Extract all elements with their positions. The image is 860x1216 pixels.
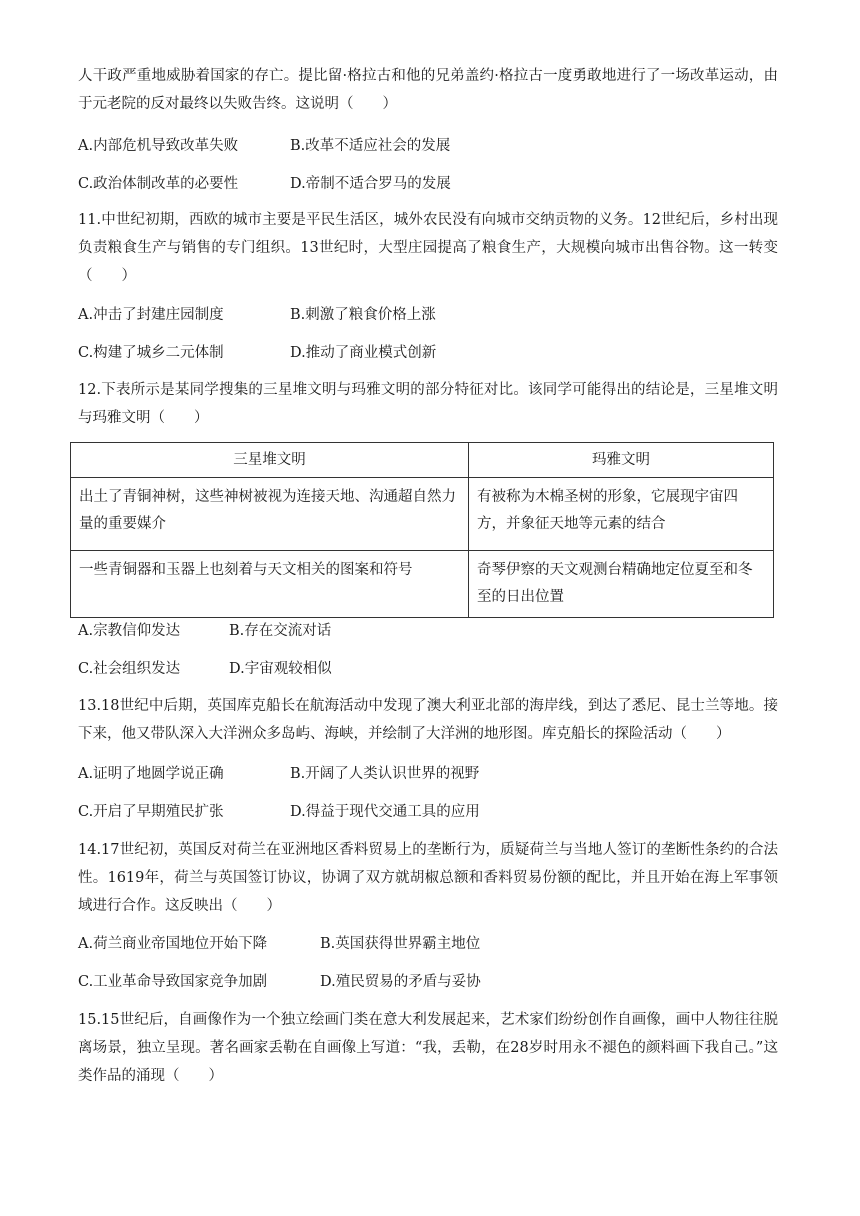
question-15-stem: 15.15世纪后，自画像作为一个独立绘画门类在意大利发展起来，艺术家们纷纷创作自画像，画中人物往往脱离场景，独立呈现。著名画家丢勒在自画像上写道：“我，丢勒，在28岁时用永不褪色的颜料画下我自己。”这类作品的涌现（ ） (78, 1012, 778, 1084)
question-12-stem: 12.下表所示是某同学搜集的三星堆文明与玛雅文明的部分特征对比。该同学可能得出的结论是，三星堆文明与玛雅文明（ ） (78, 382, 778, 426)
q11-option-a[interactable]: A.冲击了封建庄园制度 (78, 307, 224, 323)
q11-option-b[interactable]: B.刺激了粮食价格上涨 (290, 307, 436, 323)
q14-option-c[interactable]: C.工业革命导致国家竞争加剧 (78, 974, 268, 990)
q11-option-c[interactable]: C.构建了城乡二元体制 (78, 345, 224, 361)
question-10-stem: 人干政严重地威胁着国家的存亡。提比留·格拉古和他的兄弟盖约·格拉古一度勇敢地进行了一场改革运动，由于元老院的反对最终以失败告终。这说明（ ） (78, 68, 778, 112)
q12-option-a[interactable]: A.宗教信仰发达 (78, 623, 181, 639)
q14-option-a[interactable]: A.荷兰商业帝国地位开始下降 (78, 936, 268, 952)
q14-option-d[interactable]: D.殖民贸易的矛盾与妥协 (320, 974, 481, 990)
table-cell: 有被称为木棉圣树的形象，它展现宇宙四方，并象征天地等元素的结合 (469, 478, 774, 551)
table-header-sanxingdui: 三星堆文明 (71, 443, 469, 478)
table-cell: 出土了青铜神树，这些神树被视为连接天地、沟通超自然力量的重要媒介 (71, 478, 469, 551)
question-14-stem: 14.17世纪初，英国反对荷兰在亚洲地区香料贸易上的垄断行为，质疑荷兰与当地人签订的垄断性条约的合法性。1619年，荷兰与英国签订协议，协调了双方就胡椒总额和香料贸易份额的配比，并且开始在海上军事领域进行合作。这反映出（ ） (78, 842, 778, 914)
q12-option-b[interactable]: B.存在交流对话 (229, 623, 332, 639)
table-header-row (71, 443, 774, 478)
table-row (71, 478, 774, 551)
question-11-stem: 11.中世纪初期，西欧的城市主要是平民生活区，城外农民没有向城市交纳贡物的义务。12世纪后，乡村出现负责粮食生产与销售的专门组织。13世纪时，大型庄园提高了粮食生产，大规模向城市出售谷物。这一转变（ ） (78, 212, 778, 284)
q10-option-b[interactable]: B.改革不适应社会的发展 (290, 138, 451, 154)
comparison-table (70, 442, 774, 618)
table-header-maya: 玛雅文明 (469, 443, 774, 478)
q13-option-a[interactable]: A.证明了地圆学说正确 (78, 766, 224, 782)
q12-option-d[interactable]: D.宇宙观较相似 (229, 661, 332, 677)
question-13-stem: 13.18世纪中后期，英国库克船长在航海活动中发现了澳大利亚北部的海岸线，到达了悉尼、昆士兰等地。接下来，他又带队深入大洋洲众多岛屿、海峡，并绘制了大洋洲的地形图。库克船长的探险活动（ ） (78, 698, 778, 742)
q12-option-c[interactable]: C.社会组织发达 (78, 661, 181, 677)
table-row (71, 551, 774, 618)
table-cell: 一些青铜器和玉器上也刻着与天文相关的图案和符号 (71, 551, 469, 618)
q11-option-d[interactable]: D.推动了商业模式创新 (290, 345, 437, 361)
table-cell: 奇琴伊察的天文观测台精确地定位夏至和冬至的日出位置 (469, 551, 774, 618)
q10-option-d[interactable]: D.帝制不适合罗马的发展 (290, 176, 451, 192)
q10-option-a[interactable]: A.内部危机导致改革失败 (78, 138, 239, 154)
q14-option-b[interactable]: B.英国获得世界霸主地位 (320, 936, 481, 952)
q10-option-c[interactable]: C.政治体制改革的必要性 (78, 176, 239, 192)
q13-option-b[interactable]: B.开阔了人类认识世界的视野 (290, 766, 480, 782)
q13-option-c[interactable]: C.开启了早期殖民扩张 (78, 804, 224, 820)
q13-option-d[interactable]: D.得益于现代交通工具的应用 (290, 804, 480, 820)
